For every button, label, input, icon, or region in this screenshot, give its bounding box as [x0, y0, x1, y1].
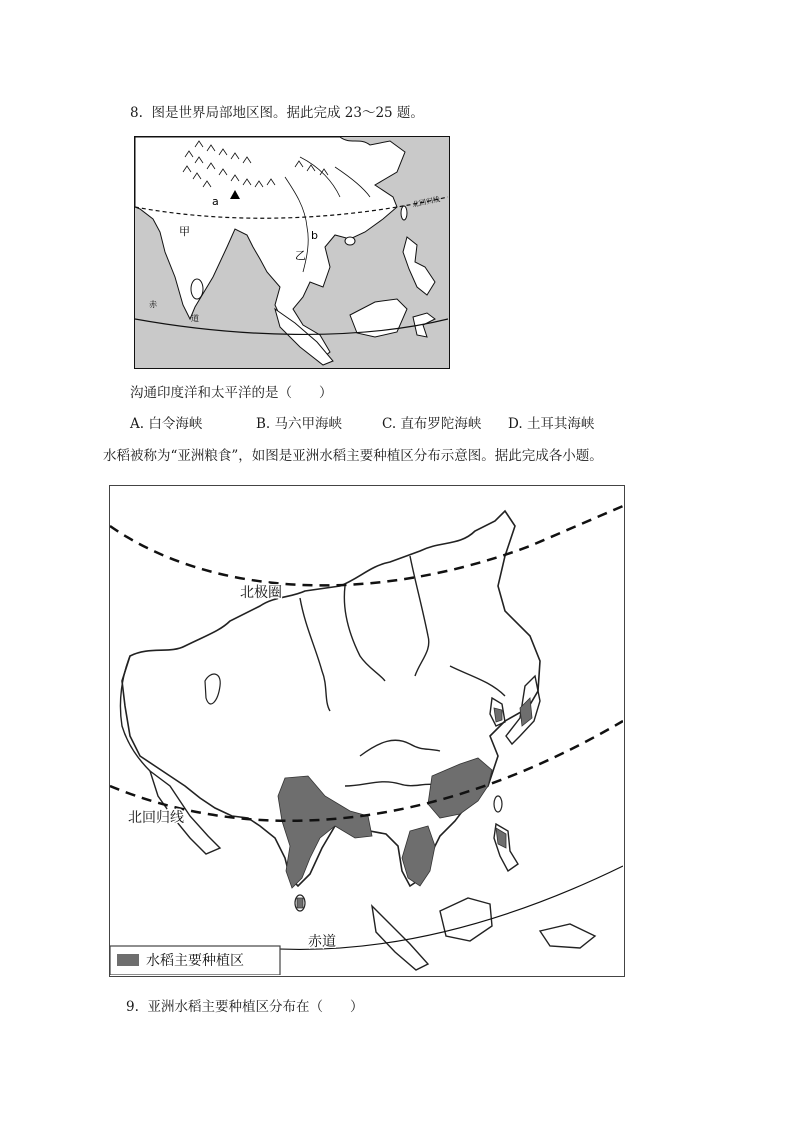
map1-label-equator-right: 道: [191, 314, 199, 323]
legend-label: 水稻主要种植区: [146, 953, 244, 969]
map2-rice-area-korea: [494, 708, 502, 722]
map1-label-a: a: [212, 195, 219, 208]
q8-number: 8.: [130, 105, 143, 121]
map2-legend: [110, 946, 280, 975]
option-text: 白令海峡: [148, 416, 203, 432]
map2-caspian: [205, 674, 220, 704]
map1-island-srilanka: [191, 279, 203, 299]
q9-text: 亚洲水稻主要种植区分布在（ ）: [147, 999, 364, 1015]
q8-stem-text: 图是世界局部地区图。据此完成 23～25 题。: [151, 105, 424, 121]
q9-number: 9.: [126, 999, 139, 1015]
map2-river-amur: [450, 666, 505, 696]
map2-arctic-circle: [110, 506, 623, 585]
legend-swatch: [117, 954, 139, 966]
map1-island-sulawesi: [413, 313, 435, 337]
map1-label-equator-left: 赤: [149, 300, 157, 309]
asia-rice-map-svg: [110, 486, 623, 975]
asia-rice-map: [109, 485, 625, 977]
q8-option-a[interactable]: [130, 415, 202, 433]
map2-river-yangtze: [345, 782, 440, 786]
south-asia-map-svg: [135, 137, 448, 367]
map1-label-tropic: 北回归线: [411, 195, 441, 209]
map1-island-hainan: [345, 237, 355, 245]
map2-rice-area-india: [278, 776, 372, 888]
map1-island-sumatra: [275, 309, 333, 365]
q8-option-c[interactable]: [382, 415, 481, 433]
map1-label-b: b: [311, 229, 318, 242]
option-key: D.: [508, 416, 523, 432]
map2-taiwan: [494, 796, 502, 812]
option-text: 马六甲海峡: [274, 416, 343, 432]
q8-stem: [130, 104, 424, 122]
map1-label-yi: 乙: [295, 249, 306, 262]
map2-river-yenisei: [344, 586, 385, 681]
map1-island-taiwan: [401, 206, 407, 220]
map2-label-arctic: 北极圈: [240, 585, 282, 601]
q9-stem: [126, 998, 363, 1016]
map2-tropic-line: [110, 721, 623, 821]
rice-intro: 水稻被称为“亚洲粮食”，如图是亚洲水稻主要种植区分布示意图。据此完成各小题。: [103, 448, 603, 464]
map2-label-tropic: 北回归线: [128, 810, 184, 826]
map2-newguinea: [540, 924, 595, 948]
map2-rice-area-srilanka: [297, 898, 303, 908]
q8-option-b[interactable]: [256, 415, 342, 433]
map2-river-ob: [300, 598, 330, 711]
q8-option-d[interactable]: [508, 415, 594, 433]
map2-borneo: [440, 898, 492, 941]
option-text: 土耳其海峡: [526, 416, 595, 432]
option-text: 直布罗陀海峡: [400, 416, 482, 432]
map2-asia-outline: [122, 511, 540, 886]
option-key: A.: [130, 416, 145, 432]
map1-label-jia: 甲: [179, 225, 190, 238]
map2-river-lena: [410, 556, 429, 676]
map2-river-yellow: [360, 740, 440, 756]
map1-island-philippines: [403, 237, 435, 295]
option-key: C.: [382, 416, 397, 432]
map2-sumatra: [372, 906, 428, 970]
map2-rice-area-indochina: [402, 826, 435, 886]
option-key: B.: [256, 416, 271, 432]
q8-question: 沟通印度洋和太平洋的是（ ）: [130, 385, 333, 401]
map2-rice-area-philippines: [496, 828, 506, 848]
map2-label-equator: 赤道: [308, 934, 336, 950]
map2-europe-edge: [120, 656, 150, 771]
south-asia-map: [134, 136, 450, 369]
